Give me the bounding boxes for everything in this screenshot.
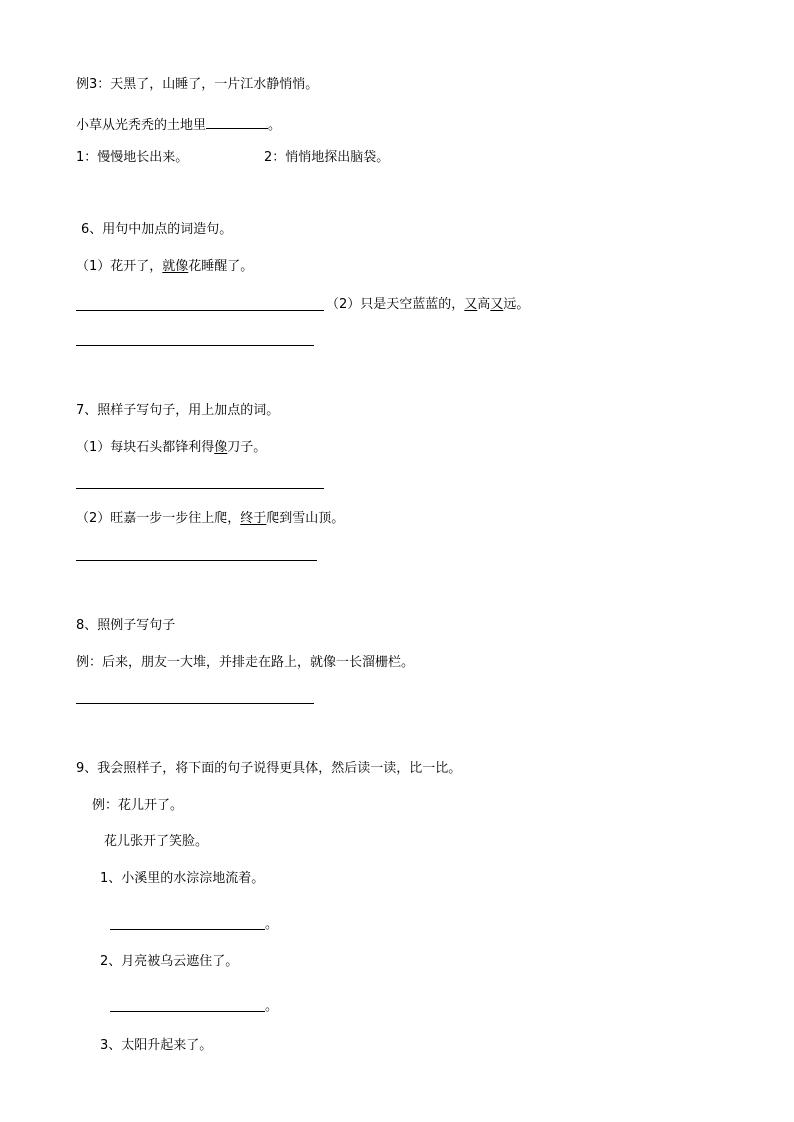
q7-answer-line-2[interactable] — [76, 560, 317, 561]
q9-example-answer: 花儿张开了笑脸。 — [104, 834, 209, 849]
q9-answer-line-2[interactable] — [110, 1011, 265, 1012]
q6-item-2 — [326, 296, 529, 314]
q7-item-1 — [76, 439, 266, 457]
q9-item-2: 2、月亮被乌云遮住了。 — [100, 954, 239, 969]
q9-answer-line-1[interactable] — [110, 929, 265, 930]
q8-title: 8、照例子写句子 — [76, 618, 176, 633]
q7-item-1-suffix: 刀子。 — [227, 440, 267, 455]
q6-item-1-suffix: 花睡醒了。 — [188, 259, 254, 274]
example3-sentence: 例3：天黑了，山睡了，一片江水静悄悄。 — [76, 77, 319, 92]
q6-item-2-keyword-1: 又 — [464, 297, 478, 312]
q9-period-2: 。 — [265, 999, 279, 1014]
example3-fill-line — [76, 115, 281, 135]
q9-example-label: 例：花儿开了。 — [92, 798, 184, 813]
q9-item-3: 3、太阳升起来了。 — [100, 1038, 213, 1053]
q6-item-1-prefix: （1）花开了， — [76, 259, 163, 274]
q6-item-1 — [76, 258, 253, 276]
example3-option-2: 2：悄悄地探出脑袋。 — [264, 150, 390, 165]
q6-item-2-keyword-2: 又 — [490, 297, 504, 312]
q8-answer-line[interactable] — [76, 703, 314, 704]
q6-item-1-keyword: 就像 — [162, 259, 189, 274]
example3-answer-blank[interactable] — [206, 115, 268, 129]
q6-answer-line-1[interactable] — [76, 310, 324, 311]
q8-example: 例：后来，朋友一大堆，并排走在路上，就像一长溜栅栏。 — [76, 655, 415, 670]
example3-fill-suffix: 。 — [268, 118, 282, 133]
q6-title: 6、用句中加点的词造句。 — [81, 222, 233, 237]
q7-item-2-suffix: 爬到雪山顶。 — [266, 511, 345, 526]
q7-item-1-prefix: （1）每块石头都锋利得 — [76, 440, 215, 455]
q7-item-2-prefix: （2）旺嘉一步一步往上爬， — [76, 511, 241, 526]
example3-fill-prefix: 小草从光秃秃的土地里 — [76, 118, 207, 133]
q7-title: 7、照样子写句子，用上加点的词。 — [76, 403, 280, 418]
example3-option-1: 1：慢慢地长出来。 — [76, 150, 189, 165]
q7-answer-line-1[interactable] — [76, 488, 324, 489]
q6-item-2-mid: 高 — [477, 297, 491, 312]
q7-item-1-keyword: 像 — [214, 440, 228, 455]
q7-item-2-keyword: 终于 — [240, 511, 267, 526]
q6-answer-line-2[interactable] — [76, 345, 314, 346]
q9-title: 9、我会照样子，将下面的句子说得更具体，然后读一读，比一比。 — [76, 761, 462, 776]
q9-period-1: 。 — [265, 917, 279, 932]
q9-item-1: 1、小溪里的水淙淙地流着。 — [100, 871, 265, 886]
q6-item-2-prefix: （2）只是天空蓝蓝的， — [326, 297, 465, 312]
q7-item-2 — [76, 510, 344, 528]
q6-item-2-suffix: 远。 — [503, 297, 530, 312]
